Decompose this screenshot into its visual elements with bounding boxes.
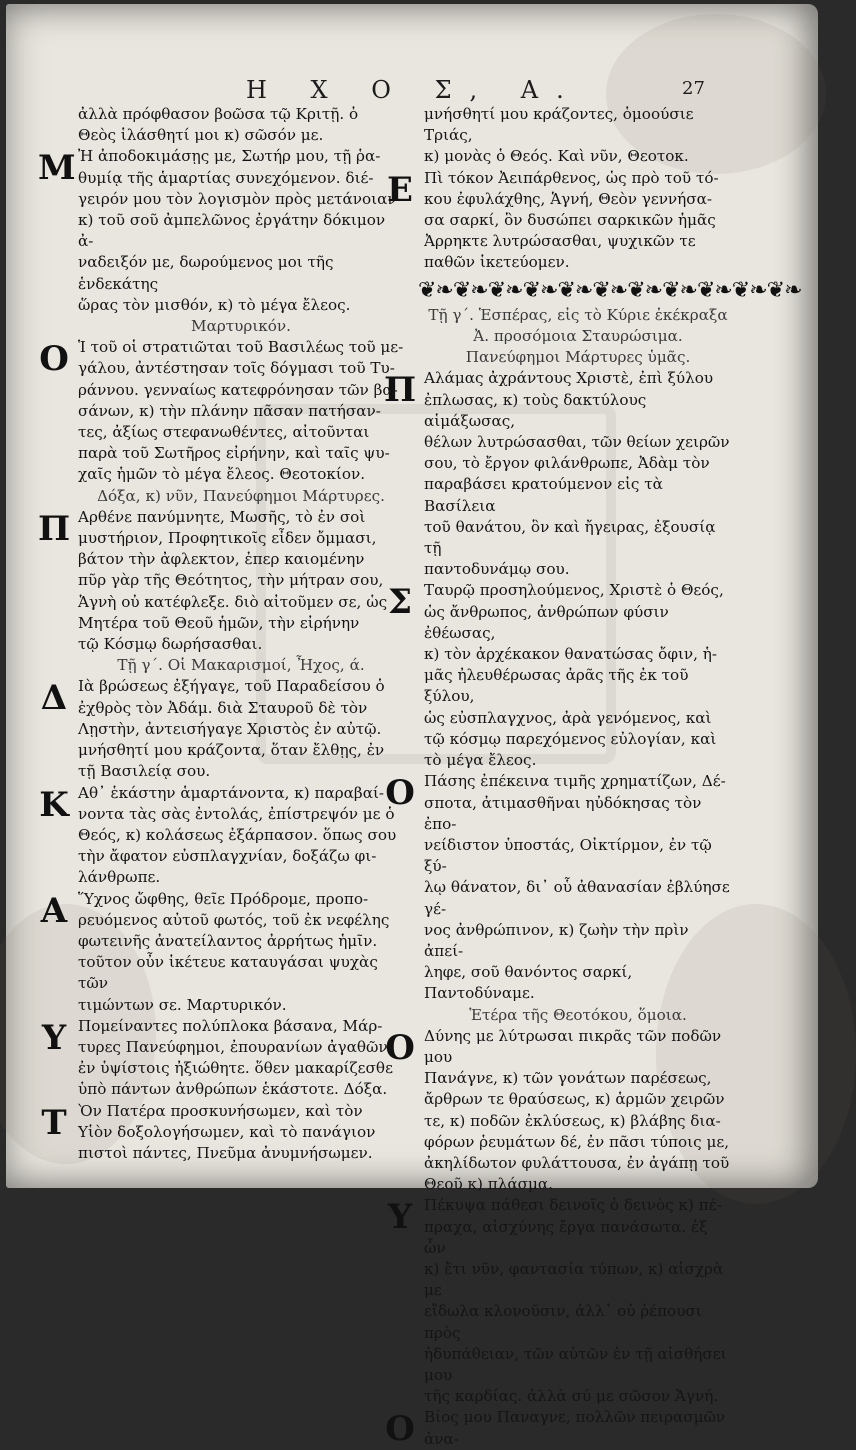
hymn-paragraph — [41, 1101, 404, 1165]
drop-cap-initial: Δ — [40, 678, 68, 719]
hymn-text: μνήσθητί μου κράζοντες, ὁμοούσιε Τριάς, κ) μονὰς ὁ Θεός. Καὶ νῦν, Θεοτοκ. — [424, 105, 694, 166]
left-column — [38, 104, 404, 1164]
drop-cap-initial: Υ — [387, 1197, 413, 1238]
hymn-text: Πέκυψα πάθεσι δεινοῖς ὁ δεινὸς κ) πέ- πραχα, αἰσχύνης ἔργα πανάσωτα. ἐξ ὧν κ) ἔτι νῦν, φαντασία τύπων, κ) αἰσχρὰ με εἴδωλα κλονοῦσιν, ἀλλ᾽ οὐ ῥέπουσι πρὸς ἡδυπάθειαν, τῶν αὐτῶν ἐν τῇ αἰσθήσει μου τῆς καρδίας. ἀλλὰ σύ με σῶσον Ἁγνή. — [424, 1196, 727, 1406]
drop-cap-initial: Ο — [385, 1409, 415, 1450]
hymn-text: Ἠ ἀποδοκιμάσῃς με, Σωτήρ μου, τῇ ῥα- θυμίᾳ τῆς ἁμαρτίας συνεχόμενον. διέ- γειρόν μου τὸν λογισμὸν πρὸς μετάνοιαν κ) τοῦ σοῦ ἀμπελῶνος ἐργάτην δόκιμον ἀ- ναδειξόν με, δωρούμενος μοι τῆς ἑνδεκάτης ὥρας τὸν μισθόν, κ) τὸ μέγα ἔλεος. — [78, 147, 397, 314]
hymn-paragraph — [387, 168, 732, 274]
ornament-divider: ❦❧❦❧❦❧❦❧❦❧❦❧❦❧❦❧❦❧❦❧❦❧ — [418, 277, 802, 303]
drop-cap-initial: Ε — [387, 169, 413, 210]
drop-cap-initial: Ο — [385, 1027, 415, 1068]
hymn-text: Βίος μου Παναγνε, πολλῶν πειρασμῶν ἀνα- — [424, 1408, 726, 1448]
drop-cap-initial: Μ — [38, 148, 76, 189]
hymn-paragraph — [39, 337, 404, 485]
hymn-text: Ἱ τοῦ οἱ στρατιῶται τοῦ Βασιλέως τοῦ με- γάλου, ἀντέστησαν τοῖς δόγμασι τοῦ Τυ- ράννου. γενναίως κατεφρόνησαν τῶν βα- σάνων, κ) τὴν πλάνην πᾶσαν πατήσαν- τες, ἀξίως στεφανωθέντες, αἰτοῦνται παρὰ τοῦ Σωτῆρος εἰρήνην, καὶ ταῖς ψυ- χαῖς ἡμῶν τὸ μέγα ἔλεος. Θεοτοκίον. — [78, 338, 404, 484]
hymn-paragraph — [39, 783, 404, 889]
hymn-paragraph — [385, 771, 732, 1004]
section-heading: Τῇ γ΄. Οἱ Μακαρισμοί, Ἦχος, ά. — [117, 656, 365, 675]
hymn-text: Ὕχνος ὤφθης, θεῖε Πρόδρομε, προπο- ρευόμενος αὐτοῦ φωτός, τοῦ ἐκ νεφέλης φωτεινῆς ἀνατείλαντος ἀρρήτως ἡμῖν. τοῦτον οὖν ἱκέτευε καταυγάσαι ψυχὰς τῶν τιμώντων σε. Μαρτυρικόν. — [78, 889, 390, 1014]
right-column — [384, 104, 802, 1450]
drop-cap-initial: Υ — [41, 1017, 67, 1058]
hymn-text: Πάσης ἐπέκεινα τιμῆς χρηματίζων, Δέ- σποτα, ἀτιμασθῆναι ηὐδόκησας τὸν ἐπο- νείδιστον ὑποστάς, Οἰκτίρμον, ἐν τῷ ξύ- λῳ θάνατον, δι᾽ οὗ ἀθανασίαν ἐβλύησε γέ- νος ἀνθρώπινον, κ) ζωὴν τὴν πρὶν ἀπεί- ληφε, σοῦ θανόντος σαρκί, Παντοδύναμε. — [424, 772, 730, 1003]
section-heading: Τῇ γ΄. Ἑσπέρας, εἰς τὸ Κύριε ἐκέκραξα Ἀ. προσόμοια Σταυρώσιμα. — [428, 305, 728, 346]
book-page — [6, 4, 818, 1450]
drop-cap-initial: Σ — [387, 582, 413, 623]
hymn-paragraph — [38, 146, 404, 316]
section-heading: Δόξα, κ) νῦν, Πανεύφημοι Μάρτυρες. — [97, 486, 385, 505]
hymn-paragraph — [40, 889, 404, 1016]
hymn-paragraph — [384, 368, 732, 580]
drop-cap-initial: Ο — [385, 773, 415, 814]
hymn-text: ἀλλὰ πρόφθασον βοῶσα τῷ Κριτῇ. ὁ Θεὸς ἱλάσθητί μοι κ) σῶσόν με. — [78, 105, 359, 145]
hymn-text: Αρθένε πανύμνητε, Μωσῆς, τὸ ἐν σοὶ μυστήριον, Προφητικοῖς εἶδεν ὄμμασι, βάτον τὴν ἀφλεκτον, ἐπερ καιομένην πῦρ γὰρ τῆς Θεότητος, τὴν μήτραν σου, Ἁγνὴ οὐ κατέφλεξε. διὸ αἰτοῦμεν σε, ὡς Μητέρα τοῦ Θεοῦ ἡμῶν, τὴν εἰρήνην τῷ Κόσμῳ δωρήσασθαι. — [78, 507, 388, 654]
hymn-text: Ὸν Πατέρα προσκυνήσωμεν, καὶ τὸν Υἱὸν δοξολογήσωμεν, καὶ τὸ πανάγιον πιστοὶ πάντες, Πνεῦμα ἀνυμνήσωμεν. — [78, 1101, 376, 1162]
hymn-paragraph — [387, 580, 732, 771]
section-heading: Ἑτέρα τῆς Θεοτόκου, ὅμοια. — [469, 1005, 687, 1024]
drop-cap-initial: Κ — [39, 784, 69, 825]
hymn-paragraph — [41, 1016, 404, 1101]
hymn-text: Ιὰ βρώσεως ἐξήγαγε, τοῦ Παραδείσου ὁ ἐχθρὸς τὸν Ἀδάμ. διὰ Σταυροῦ δὲ τὸν Λῃστὴν, ἀντεισήγαγε Χριστὸς ἐν αὐτῷ. μνήσθητί μου κράζοντα, ὅταν ἔλθῃς, ἐν τῇ Βασιλείᾳ σου. — [78, 677, 385, 781]
hymn-paragraph — [424, 104, 732, 168]
hymn-text: Αθ᾽ ἑκάστην ἁμαρτάνοντα, κ) παραβαί- νοντα τὰς σὰς ἐντολάς, ἐπίστρεψόν με ὁ Θεός, κ) κολάσεως ἐξάρπασον. ὅπως σου τὴν ἄφατον εὐσπλαγχνίαν, δοξάζω φι- λάνθρωπε. — [78, 783, 397, 887]
drop-cap-initial: Π — [38, 508, 71, 549]
hymn-paragraph — [78, 104, 404, 146]
hymn-paragraph — [40, 676, 404, 782]
drop-cap-initial: Ο — [39, 339, 69, 380]
drop-cap-initial: Τ — [41, 1102, 67, 1143]
drop-cap-initial: Π — [384, 370, 417, 411]
drop-cap-initial: Α — [40, 890, 68, 931]
section-heading: Πανεύφημοι Μάρτυρες ὑμᾶς. — [465, 348, 691, 367]
hymn-text: Δύνης με λύτρωσαι πικρᾶς τῶν ποδῶν μου Πανάγνε, κ) τῶν γονάτων παρέσεως, ἄρθρων τε θραύσεως, κ) ἁρμῶν χειρῶν τε, κ) ποδῶν ἐκλύσεως, κ) βλάβης δια- φόρων ῥευμάτων δέ, ἐν πᾶσι τύποις με, ἀκηλίδωτον φυλάττουσα, ἐν ἀγάπῃ τοῦ Θεοῦ κ) πλάσμα. — [424, 1026, 730, 1194]
hymn-text: Πομείναντες πολύπλοκα βάσανα, Μάρ- τυρες Πανεύφημοι, ἐπουρανίων ἀγαθῶν ἐν ὑψίστοις ἠξιώθητε. ὅθεν μακαρίζεσθε ὑπὸ πάντων ἀνθρώπων ἑκάστοτε. Δόξα. — [78, 1016, 393, 1099]
hymn-paragraph — [385, 1407, 732, 1450]
page-number: 27 — [682, 78, 705, 99]
hymn-paragraph — [385, 1026, 732, 1196]
hymn-text: Αλάμας ἀχράντους Χριστὲ, ἐπὶ ξύλου ἐπλωσας, κ) τοὺς δακτύλους αἱμάξωσας, θέλων λυτρώσασθαι, τῶν θείων χειρῶν σου, τὸ ἔργον φιλάνθρωπε, Ἀδὰμ τὸν παραβάσει κρατούμενον εἰς τὰ Βασίλεια τοῦ θανάτου, ὃν καὶ ἤγειρας, ἐξουσίᾳ τῇ παντοδυνάμῳ σου. — [424, 369, 730, 579]
hymn-text: Πὶ τόκον Ἀειπάρθενος, ὡς πρὸ τοῦ τό- κου ἐφυλάχθης, Ἁγνή, Θεὸν γεννήσα- σα σαρκί, ὃν δυσώπει σαρκικῶν ἡμᾶς Ἀρρηκτε λυτρώσασθαι, ψυχικῶν τε παθῶν ἱκετεύομεν. — [424, 168, 719, 272]
hymn-text: Ταυρῷ προσηλούμενος, Χριστὲ ὁ Θεός, ὡς ἄνθρωπος, ἀνθρώπων φύσιν ἐθέωσας, κ) τὸν ἀρχέκακον θανατώσας ὄφιν, ἡ- μᾶς ἠλευθέρωσας ἀρᾶς τῆς ἐκ τοῦ ξύλου, ὡς εὐσπλαγχνος, ἀρὰ γενόμενος, καὶ τῷ κόσμῳ παρεχόμενος εὐλογίαν, καὶ τὸ μέγα ἔλεος. — [424, 581, 724, 770]
hymn-paragraph — [387, 1195, 732, 1407]
hymn-paragraph — [38, 507, 404, 655]
running-header: Η Χ Ο Σ, Α. — [246, 76, 582, 104]
section-heading: Μαρτυρικόν. — [191, 317, 291, 336]
